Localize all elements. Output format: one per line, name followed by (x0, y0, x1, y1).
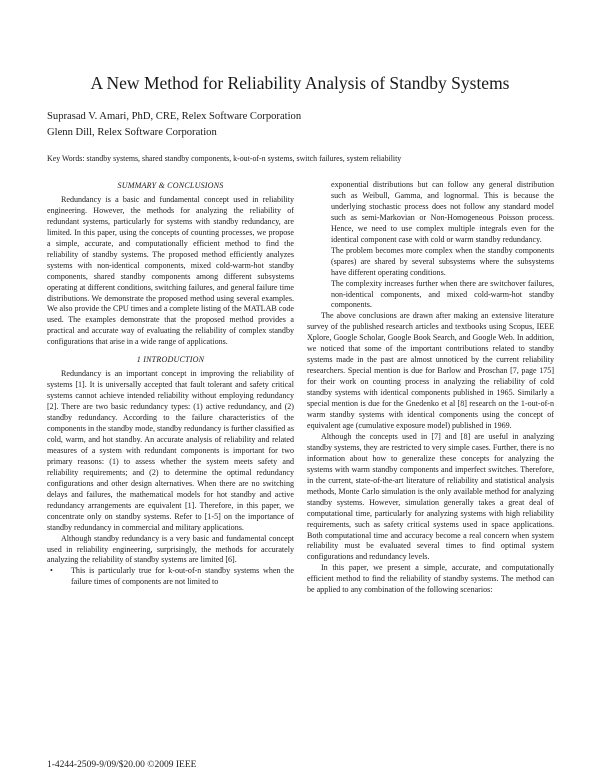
author-line-2: Glenn Dill, Relex Software Corporation (47, 127, 217, 138)
paper-title: A New Method for Reliability Analysis of Standby Systems (90, 73, 510, 93)
keywords-line: Key Words: standby systems, shared standby components, k-out-of-n systems, switch failures, system reliability (47, 154, 402, 163)
intro-paragraph-5: In this paper, we present a simple, accurate, and computationally efficient method to find the reliability of standby systems. The method can be applied to any combination of the following scenarios: (307, 563, 554, 595)
bullet-continuation (307, 180, 554, 311)
intro-paragraph-2: Although standby redundancy is a very basic and fundamental concept used in reliability engineering, surprisingly, the methods for accurately analyzing the reliability of standby systems are limited [6]. (47, 533, 294, 565)
intro-paragraph-3: The above conclusions are drawn after making an extensive literature survey of the published research articles and textbooks using Scopus, IEEE Xplore, Google Scholar, Google Book Search, and Google Web. In addition, we noticed that some of the important contributions related to standby systems made in the past are almost unnoticed by the current reliability researchers. Special mention is due for Barlow and Proschan [7, page 175] for their work on counting process in analyzing the reliability of cold standby systems with identical components published in 1965. Similarly a special mention is due for the Gnedenko et al [8] research on the 1-out-of-n warm standby systems with identical components using the concept of equivalent age (cumulative exposure model) published in 1969. (307, 311, 554, 430)
intro-paragraph-1: Redundancy is an important concept in improving the reliability of systems [1]. It is universally accepted that fault tolerant and safety critical systems cannot achieve intended reliability without employing redundancy [2]. There are two basic redundancy types: (1) active redundancy, and (2) standby redundancy. According to the failure characteristics of the components in the standby mode, standby redundancy is further classified as cold, warm, and hot standby. An accurate analysis of reliability and related measures of a system with redundant components is important for two primary reasons: (1) to assess whether the system meets safety and reliability requirements; and (2) to determine the optimal redundancy configurations and other design alternatives. When there are no switching delays and failures, the mathematical models for hot standby and active redundancy arrangements are equivalent [1]. Therefore, in this paper, we concentrate only on standby systems. Refer to [1-5] on the importance of standby redundancy in commercial and military applications. (47, 369, 294, 532)
bullet-2-text: The problem becomes more complex when the standby components (spares) are shared by several subsystems where the subsystems have different operating conditions. (331, 245, 554, 277)
introduction-heading: 1 INTRODUCTION (136, 355, 205, 365)
summary-heading: SUMMARY & CONCLUSIONS (117, 181, 224, 190)
intro-paragraph-4: Although the concepts used in [7] and [8] are useful in analyzing standby systems, they are restricted to very simple cases. Further, there is no information about how to generalize these concepts for analyzing the systems with warm standby components and imperfect switches. Therefore, in the current, state-of-the-art literature of reliability and statistical analysis methods, Monte Carlo simulation is the only available method for analyzing standby systems. However, simulation generally takes a great deal of computational time, particularly for analyzing systems with high reliability requirements, such as safety critical systems used in space applications. Both computational time and accuracy become a real concern when system reliability must be evaluated several times to find optimal system configurations and redundancy levels. (307, 431, 554, 562)
left-column (47, 181, 294, 588)
bullet-icon: • (50, 566, 53, 576)
copyright-footer: 1-4244-2509-9/09/$20.00 ©2009 IEEE (47, 760, 197, 770)
bullet-1-continuation-text: exponential distributions but can follow any general distribution such as Weibull, Gamma, and lognormal. This is because the underlying stochastic process does not follow any standard model such as semi-Markovian or Non-Homogeneous Poisson process. Hence, we need to use complex multiple integrals even for the identical component case with cold or warm standby redundancy. (331, 180, 554, 244)
summary-paragraph: Redundancy is a basic and fundamental concept used in reliability engineering. However, the methods for analyzing the reliability of redundant systems, particularly for systems with standby redundancy, are limited. In this paper, using the concepts of counting processes, we propose a simple, accurate, and computationally efficient method to find the reliability of standby systems. The proposed method efficiently analyzes systems with non-identical components, mixed cold-warm-hot standby components, shared standby components among different subsystems operating at different conditions, switching failures, and general failure time distributions. We demonstrate the proposed method using several examples. We also provide the CPU times and a complete listing of the MATLAB code used. The examples demonstrate that the proposed method provides a practical and accurate way of evaluating the reliability of complex standby configurations that arise in a wide range of applications. (47, 194, 294, 347)
bullet-3-text: The complexity increases further when there are switchover failures, non-identical components, and mixed cold-warm-hot standby components. (331, 278, 554, 310)
bullet-1-text: This is particularly true for k-out-of-n standby systems when the failure times of components are not limited to (71, 566, 294, 587)
bullet-item-1 (47, 566, 294, 588)
right-column (307, 180, 554, 596)
author-line-1: Suprasad V. Amari, PhD, CRE, Relex Software Corporation (47, 111, 302, 122)
